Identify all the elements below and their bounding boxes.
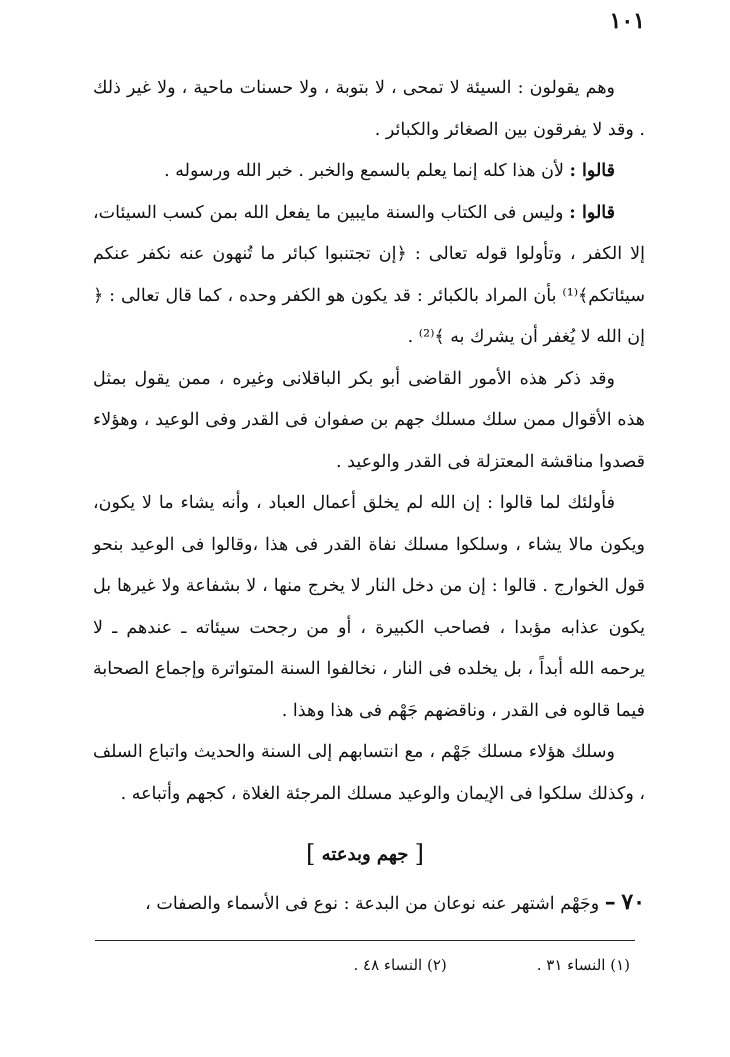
paragraph-text: وجَهْم اشتهر عنه نوعان من البدعة : نوع فى الأسماء والصفات ، bbox=[145, 894, 600, 914]
section-heading-text: جهم وبدعته bbox=[321, 844, 409, 865]
paragraph-lead: قالوا : bbox=[569, 161, 615, 181]
paragraph-text: وقد ذكر هذه الأمور القاضى أبو بكر الباقلانى وغيره ، ممن يقول بمثل هذه الأقوال ممن سلك مسلك جهم بن صفوان فى القدر وفى الوعيد ، وهؤلاء قصدوا مناقشة المعتزلة فى القدر والوعيد . bbox=[93, 368, 645, 472]
numbered-paragraph bbox=[93, 882, 645, 924]
footnote-divider bbox=[95, 940, 635, 941]
paragraph bbox=[93, 359, 645, 484]
footnote: (١) النساء ٣١ . bbox=[536, 956, 630, 974]
paragraph bbox=[93, 732, 645, 815]
main-text bbox=[93, 68, 645, 815]
paragraph-text: وليس فى الكتاب والسنة مايبين ما يفعل الله بمن كسب السيئات، إلا الكفر ، وتأولوا قوله تعالى : ﴿إن تجتنبوا كبائر ما تُنهون عنه نكفر عنكم سيئاتكم﴾⁽¹⁾ بأن المراد بالكبائر : قد يكون هو الكفر وحده ، كما قال تعالى : ﴿ إن الله لا يُغفر أن يشرك به ﴾⁽²⁾ . bbox=[93, 202, 645, 347]
paragraph-text: لأن هذا كله إنما يعلم بالسمع والخبر . خبر الله ورسوله . bbox=[164, 161, 570, 181]
paragraph-dash: – bbox=[604, 889, 616, 915]
footnote: (٢) النساء ٤٨ . bbox=[353, 956, 447, 974]
section-heading bbox=[0, 840, 730, 868]
paragraph-lead: قالوا : bbox=[569, 202, 615, 223]
paragraph-text: فأولئك لما قالوا : إن الله لم يخلق أعمال العباد ، وأنه يشاء ما لا يكون، ويكون مالا يشاء ، وسلكوا مسلك نفاة القدر فى هذا ،وقالوا فى الوعيد بنحو قول الخوارج . قالوا : إن من دخل النار لا يخرج منها ، لا بشفاعة ولا غيرها بل يكون عذابه مؤبدا ، فصاحب الكبيرة ، أو من رجحت سيئاته ـ عندهم ـ لا يرحمه الله أبداً ، بل يخلده فى النار ، نخالفوا السنة المتواترة وإجماع الصحابة فيما قالوه فى القدر ، وناقضهم جَهْم فى هذا وهذا . bbox=[93, 493, 645, 721]
bracket-open: [ bbox=[414, 840, 424, 868]
paragraph-text: وسلك هؤلاء مسلك جَهْم ، مع انتسابهم إلى السنة والحديث واتباع السلف ، وكذلك سلكوا فى الإيمان والوعيد مسلك المرجئة الغلاة ، كجهم وأتباعه . bbox=[93, 742, 645, 804]
paragraph bbox=[93, 68, 645, 151]
paragraph-text: وهم يقولون : السيئة لا تمحى ، لا بتوبة ، ولا حسنات ماحية ، ولا غير ذلك . وقد لا يفرقون بين الصغائر والكبائر . bbox=[93, 78, 645, 140]
bracket-close: ] bbox=[306, 840, 316, 868]
paragraph-number: ٧٠ bbox=[621, 889, 645, 915]
footnotes bbox=[90, 956, 630, 974]
page-number: ١٠١ bbox=[609, 8, 645, 34]
paragraph bbox=[93, 151, 645, 193]
paragraph bbox=[93, 483, 645, 732]
paragraph bbox=[93, 193, 645, 359]
